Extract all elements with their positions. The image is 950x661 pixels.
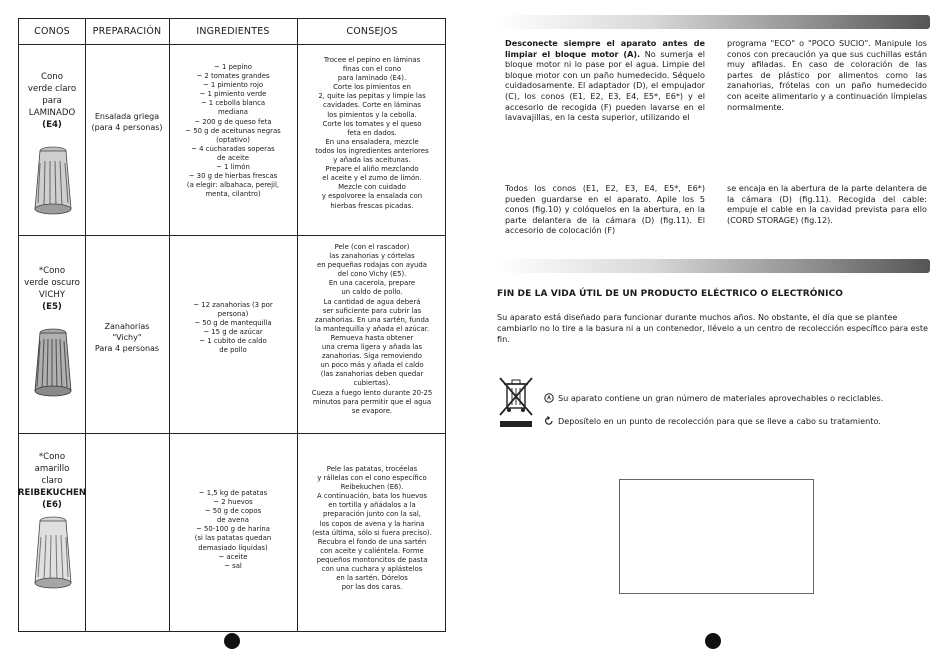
ingredient-line: ~ aceite [218,552,248,561]
tip-line: cubiertas). [353,379,391,388]
tip-line: en pequeñas rodajas con ayuda [317,261,427,270]
cone-name-e6 [19,451,85,511]
ingredient-line: (optativo) [216,135,250,144]
ingredient-line: ~ 50 g de mantequilla [194,319,272,328]
tip-line: minutos para permitir que el agua [312,397,432,406]
ingredient-line: de avena [217,516,249,525]
tip-line: todos los ingredientes anteriores [315,146,429,155]
tip-line: zanahorias. Siga removiendo [321,352,423,361]
cone-name-e4 [19,71,85,131]
tip-line: ser suficiente para cubrir las [322,306,422,315]
ingredient-line: de pollo [219,346,247,355]
tip-line: preparación junto con la sal, [323,510,421,519]
tip-line: en tortilla y añádalos a la [328,501,416,510]
prep-line: Ensalada griega [94,112,160,121]
tip-line: zanahorias. En una sartén, funda [314,315,430,324]
tip-line: Mezcle con cuidado [338,183,406,192]
tip-line: Remueva hasta obtener [330,333,414,342]
header-ingredientes: INGREDIENTES [196,26,270,37]
eol-text: Su aparato está diseñado para funcionar durante muchos años. No obstante, el día que se plantee cambiarlo no lo tire a la basura ni a un contenedor, llévelo a un centro de recolección específico para este fin. [497,312,929,344]
tip-line: 2, quite las pepitas y limpie las [318,92,426,101]
ingredient-line: de aceite [217,153,249,162]
tip-line: pequeños montoncitos de pasta [316,555,428,564]
ingredient-line: mediana [217,108,249,117]
recipe-table [18,18,446,632]
ingredient-line: ~ 1 pepino [213,63,253,71]
tip-line: el aceite y el zumo de limón. [322,174,422,183]
ingredient-line: ~ 12 zanahorias (3 por [193,301,273,309]
ingredient-line: ~ 1 cubito de caldo [199,337,267,346]
tip-line: y espolvoree la ensalada con [321,192,423,201]
tip-line: una crema ligera y añada las [321,343,423,352]
ingredient-line: ~ 50 g de copos [204,507,262,516]
tip-line: los copos de avena y la harina [319,519,425,528]
ingredient-line: ~ 1 cebolla blanca [200,99,266,108]
cleaning-paragraph-1 [505,38,705,123]
tip-line: las zanahorias y córtelas [329,252,415,261]
row-divider [19,44,445,45]
page-marker-dot [224,633,240,649]
section-bar [497,15,930,29]
ingredient-line: persona) [217,310,249,319]
ingredient-line: ~ 30 g de hierbas frescas [188,172,278,181]
tip-line: con aceite y caliéntela. Forme [320,546,424,555]
eol-line-1 [544,393,883,403]
tips-e4 [297,56,447,211]
ingredient-line: ~ sal [224,561,242,570]
tip-line: feta en dados. [347,128,397,137]
cleaning-paragraph-2: programa "ECO" o "POCO SUCIO". Manipule los conos con precaución ya que sus cuchillas están muy afiladas. En caso de coloración de las partes de plástico por alimentos como las zanahorias, frótelas con un paño humedecido con aceite alimentario y a continuación límpielas normalmente. [727,38,927,112]
header-preparacion: PREPARACIÓN [92,26,162,37]
tip-line: Prepare el aliño mezclando [325,165,419,174]
cone-label: VICHY [38,290,66,300]
tip-line: para laminado (E4). [337,74,407,83]
tips-e5 [297,243,447,416]
row-divider [19,433,445,434]
cone-label: verde claro [27,84,77,94]
ingredient-line: ~ 1,5 kg de patatas [198,489,268,497]
tip-line: finas con el cono [342,65,402,74]
ingredient-line: ~ 1 pimiento verde [199,90,267,99]
tip-line: Pele las patatas, trocéelas [326,465,418,473]
eol-line-text: Su aparato contiene un gran número de materiales aprovechables o reciclables. [558,393,884,403]
cone-label: verde oscuro [24,278,80,288]
tip-line: hierbas frescas picadas. [330,201,414,210]
ingredient-line: menta, cilantro) [205,190,261,199]
cone-label: Cono [41,72,63,82]
ingredient-line: demasiado líquidas) [198,543,268,552]
page-marker-dot [705,633,721,649]
tip-line: Recubra el fondo de una sartén [317,537,427,546]
cone-e4-image [31,145,75,217]
tip-line: (las zanahorias deben quedar [320,370,424,379]
storage-paragraph-2: se encaja en la abertura de la parte delantera de la cámara (D) (fig.11). Recogida del cable: empuje el cable en la cavidad prevista para ello (CORD STORAGE) (fig.12). [727,183,927,225]
ingredients-e6 [169,489,297,571]
tip-line: en la sartén. Dórelos [336,574,408,583]
tip-line: cavidades. Corte en láminas [323,101,421,110]
eol-line-text: Deposítelo en un punto de recolección para que se lleve a cabo su tratamiento. [558,416,881,426]
ingredient-line: ~ 2 huevos [213,498,253,507]
warning-text: Desconecte siempre el aparato antes de limpiar el bloque motor (A). [505,38,705,59]
ingredients-e5 [169,301,297,356]
prep-line: Zanahorias "Vichy" [104,322,150,342]
ingredient-line: ~ 1 limón [216,163,250,172]
cone-label: para [42,96,62,106]
blank-frame [619,479,814,594]
cone-code: (E5) [42,302,62,312]
cone-code: (E4) [42,120,62,130]
cone-label: *Cono [38,266,66,276]
prep-line: Para 4 personas [94,344,160,353]
cone-label: *Cono [38,452,66,462]
body-text: No sumerja el bloque motor ni lo pase por el agua. Limpie del bloque motor con un paño humedecido. Séquelo cuidadosamente. El adaptador (D), el empujador (C), los conos (E1, E2, E3, E4, E5*, E6*) y el accesorio de recogida (F) pueden lavarse en el lavavajillas, en la cesta superior, utilizando el [505,48,705,123]
tip-line: En una ensaladera, mezcle [325,137,419,146]
cone-e6-image [31,515,75,591]
ingredient-line: ~ 50-100 g de harina [196,525,270,534]
tip-line: se evapore. [351,406,393,415]
tip-line: del cono Vichy (E5). [337,270,407,279]
section-bar [497,259,930,273]
tip-line: Reibekuchen (E6). [340,483,404,492]
row-divider [19,235,445,236]
cone-e5-image [31,327,75,399]
tip-line: los pimientos y la cebolla. [327,110,417,119]
ingredient-line: (si las patatas quedan [194,534,272,543]
tip-line: la mantequilla y añada el azúcar. [314,324,430,333]
tip-line: Cueza a fuego lento durante 20-25 [311,388,433,397]
eol-line-2 [544,416,881,426]
tip-line: por las dos caras. [341,583,403,592]
tip-line: y rállelas con el cono específico [317,474,427,483]
cone-label: amarillo claro [34,464,70,486]
ingredient-line: ~ 200 g de queso feta [194,117,272,126]
tip-line: un poco más y añada el caldo [320,361,424,370]
tip-line: Trocee el pepino en láminas [323,56,421,64]
prep-e4 [85,111,169,133]
header-consejos: CONSEJOS [346,26,398,37]
storage-paragraph-1: Todos los conos (E1, E2, E3, E4, E5*, E6*) pueden guardarse en el aparato. Apile los 5 conos (fig.10) y colóquelos en la abertura, en la parte delantera de la cámara (D) (fig.11). El accesorio de colocación (F) [505,183,705,236]
crossed-bin-icon [497,375,535,429]
cone-name-e5 [19,265,85,313]
cone-label: REIBEKUCHEN [17,488,87,498]
tips-e6 [297,465,447,592]
eol-title: FIN DE LA VIDA ÚTIL DE UN PRODUCTO ELÉCTRICO O ELECTRÓNICO [497,289,844,299]
tip-line: La cantidad de agua deberá [323,297,421,306]
ingredient-line: ~ 2 tomates grandes [196,72,270,81]
cone-label: LAMINADO [28,108,76,118]
ingredient-line: ~ 50 g de aceitunas negras [185,126,281,135]
ingredient-line: (a elegir: albahaca, perejil, [186,181,280,190]
tip-line: En una cacerola, prepare [328,279,416,288]
prep-e5 [85,321,169,354]
ingredient-line: ~ 4 cucharadas soperas [191,144,275,153]
prep-line: (para 4 personas) [91,123,163,132]
tip-line: A continuación, bata los huevos [317,492,427,501]
tip-line: y añada las aceitunas. [333,156,411,165]
tip-line: (esta última, sólo si fuera preciso). [312,528,432,537]
ingredients-e4 [169,63,297,199]
tip-line: Corte los pimientos en [333,83,411,92]
tip-line: un caldo de pollo. [341,288,403,297]
return-arrow-icon [544,416,554,426]
ingredient-line: ~ 15 g de azúcar [203,328,263,337]
tip-line: Pele (con el rascador) [334,243,410,251]
header-conos: CONOS [34,26,70,37]
tip-line: Corte los tomates y el queso [322,119,422,128]
cone-code: (E6) [42,500,62,510]
ingredient-line: ~ 1 pimiento rojo [202,81,264,90]
tip-line: con una cuchara y aplástelos [321,565,423,574]
recycle-icon [544,393,554,403]
